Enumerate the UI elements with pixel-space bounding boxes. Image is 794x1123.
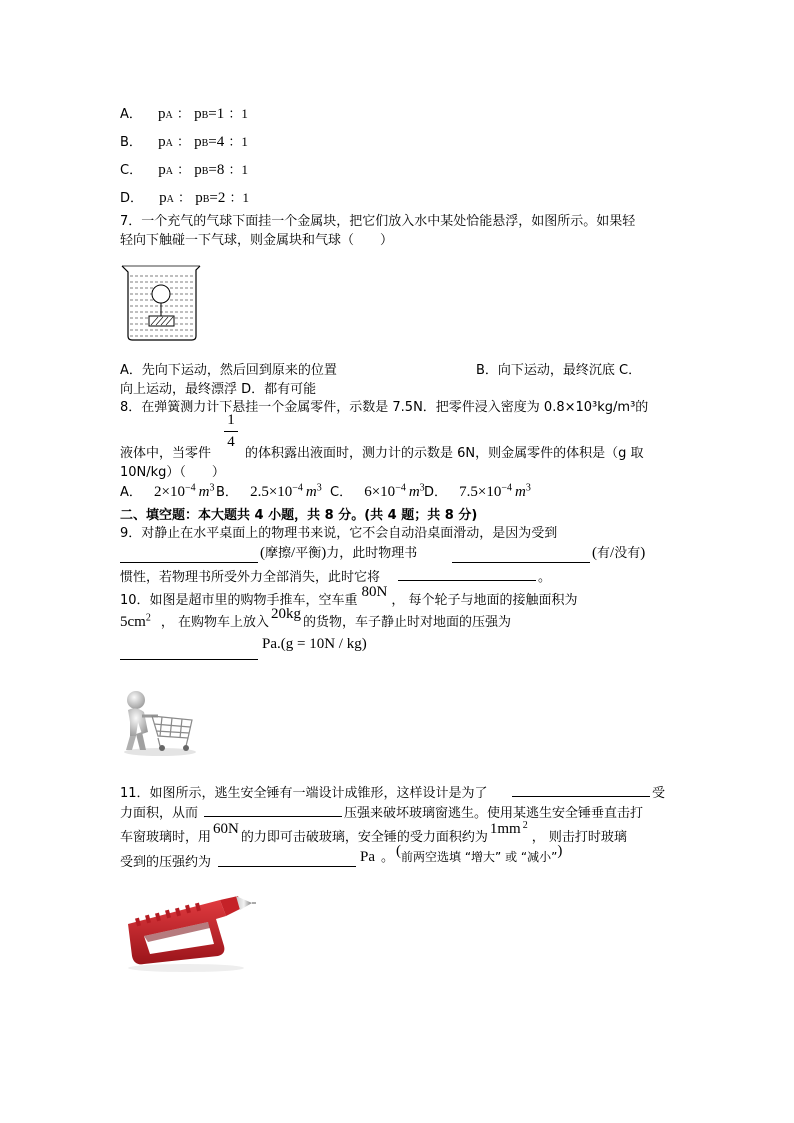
option-label: A． bbox=[120, 485, 142, 500]
separator: ： bbox=[178, 191, 192, 206]
subscript: A bbox=[165, 138, 173, 149]
fraction bbox=[224, 412, 238, 451]
subscript: A bbox=[165, 166, 173, 177]
safety-hammer-figure bbox=[120, 886, 256, 974]
unit: m bbox=[198, 484, 210, 500]
shopping-cart-figure bbox=[118, 686, 202, 758]
exponent: 2 bbox=[145, 612, 151, 624]
paren: ( bbox=[260, 545, 265, 561]
q11-text: 车窗玻璃时，用 bbox=[120, 830, 212, 845]
q8-option-b bbox=[216, 481, 322, 501]
fill-note: 前两空选填 “增大” 或 “减小” bbox=[401, 850, 558, 864]
separator: ： bbox=[176, 107, 190, 122]
q8-option-c bbox=[330, 481, 425, 501]
q11-line2a: 力面积，从而 bbox=[120, 806, 199, 821]
q10-text: 的货物，车子静止时对地面的压强为 bbox=[302, 615, 511, 630]
q8-line2a: 液体中，当零件 bbox=[120, 446, 212, 461]
symbol: p bbox=[194, 106, 202, 122]
unit: m bbox=[515, 484, 526, 500]
exponent: −4 bbox=[292, 482, 303, 494]
q9-blank-2[interactable] bbox=[452, 562, 590, 563]
paren: ) bbox=[557, 843, 563, 859]
q6-option-a bbox=[120, 103, 248, 123]
q7-option-b: B．向下运动，最终沉底 C． bbox=[476, 363, 642, 378]
value: 6×10 bbox=[364, 484, 396, 500]
q7-option-a: A．先向下运动，然后回到原来的位置 bbox=[120, 363, 337, 378]
q11-blank-1[interactable] bbox=[512, 796, 650, 797]
subscript: B bbox=[202, 194, 210, 205]
option-label: C． bbox=[120, 163, 143, 178]
symbol: p bbox=[158, 134, 166, 150]
ratio: ：1 bbox=[228, 134, 248, 149]
paren: ) bbox=[321, 545, 327, 561]
subscript: B bbox=[201, 110, 209, 121]
exponent: −4 bbox=[185, 482, 196, 494]
q9-line3b: 。 bbox=[538, 570, 552, 585]
q11-line1a: 11．如图所示，逃生安全锤有一端设计成锥形，这样设计是为了 bbox=[120, 786, 488, 801]
shopping-cart-person-icon bbox=[118, 686, 202, 758]
q11-line1b: 受 bbox=[652, 786, 666, 801]
q8-line3: 10N/kg）（ ） bbox=[120, 465, 225, 480]
q11-text: 的力即可击破玻璃，安全锤的受力面积约为 bbox=[240, 830, 488, 845]
unit-exponent: 3 bbox=[525, 482, 531, 494]
q11-blank-3[interactable] bbox=[218, 866, 356, 867]
symbol: p bbox=[158, 106, 166, 122]
q11-text: ， 则击打时玻璃 bbox=[531, 830, 627, 845]
exponent: 2 bbox=[522, 819, 528, 831]
q9-line1: 9．对静止在水平桌面上的物理书来说，它不会自动沿桌面滑动，是因为受到 bbox=[120, 526, 558, 541]
ratio: ：1 bbox=[228, 162, 249, 177]
value: 2.5×10 bbox=[250, 484, 293, 500]
area-value: 5cm bbox=[120, 614, 146, 630]
q9-mid-text: 力，此时物理书 bbox=[326, 546, 418, 561]
unit-exponent: 3 bbox=[419, 482, 425, 494]
ratio: ：1 bbox=[229, 190, 249, 205]
q9-line3a: 惯性，若物理书所受外力全部消失，此时它将 bbox=[120, 570, 381, 585]
equation: =1 bbox=[208, 106, 225, 122]
ratio: ：1 bbox=[228, 106, 248, 121]
symbol: p bbox=[195, 190, 203, 206]
q11-text: 。 bbox=[381, 850, 395, 865]
option-label: A． bbox=[120, 107, 142, 122]
q11-line4a: 受到的压强约为 bbox=[120, 855, 212, 870]
q9-blank-1[interactable] bbox=[120, 562, 258, 563]
weight-value: 80N bbox=[361, 584, 388, 600]
q8-line1: 8．在弹簧测力计下悬挂一个金属零件，示数是 7.5N．把零件浸入密度为 0.8×10³kg/m³的 bbox=[120, 400, 649, 415]
fraction-denominator: 4 bbox=[227, 434, 235, 450]
symbol: p bbox=[158, 162, 166, 178]
q9-blank-3[interactable] bbox=[398, 580, 536, 581]
symbol: p bbox=[159, 190, 167, 206]
subscript: A bbox=[166, 194, 174, 205]
unit-exponent: 3 bbox=[316, 482, 322, 494]
choice-text: 没有 bbox=[614, 546, 641, 561]
q11-line2b: 压强来破坏玻璃窗逃生。使用某逃生安全锤垂直击打 bbox=[344, 806, 644, 821]
unit: m bbox=[305, 484, 317, 500]
q8-line2b: 的体积露出液面时，测力计的示数是 6N，则金属零件的体积是（g 取 bbox=[245, 446, 644, 461]
beaker-figure bbox=[118, 262, 204, 342]
q7-line2: 轻向下触碰一下气球，则金属块和气球（ ） bbox=[120, 233, 394, 248]
value: 2×10 bbox=[154, 484, 186, 500]
exponent: −4 bbox=[501, 482, 513, 494]
option-label: D． bbox=[120, 191, 144, 206]
q10-text: ， 在购物车上放入 bbox=[160, 615, 269, 630]
paren: ) bbox=[640, 545, 646, 561]
q11-line3 bbox=[120, 819, 627, 846]
choice-text: 平衡 bbox=[295, 546, 322, 561]
beaker-balloon-icon bbox=[118, 262, 204, 342]
symbol: p bbox=[194, 162, 202, 178]
slash: / bbox=[291, 545, 296, 561]
subscript: B bbox=[201, 166, 209, 177]
value: 7.5×10 bbox=[459, 484, 502, 500]
q6-option-d bbox=[120, 187, 249, 207]
unit: Pa bbox=[360, 849, 375, 865]
area-value: 1mm bbox=[489, 821, 521, 837]
equation: =8 bbox=[208, 162, 225, 178]
choice-text: 摩擦 bbox=[265, 546, 292, 561]
q10-unit bbox=[262, 636, 367, 653]
paren: ( bbox=[592, 545, 597, 561]
fraction-bar bbox=[224, 431, 238, 432]
fraction-numerator: 1 bbox=[227, 412, 235, 428]
separator: ： bbox=[177, 163, 191, 178]
force-value: 60N bbox=[213, 821, 239, 837]
unit: Pa. bbox=[262, 636, 281, 652]
q6-option-b bbox=[120, 131, 248, 151]
q8-option-a bbox=[120, 481, 215, 501]
subscript: B bbox=[201, 138, 209, 149]
option-label: D． bbox=[424, 485, 448, 500]
section-heading: 二、填空题：本大题共 4 小题，共 8 分。(共 4 题；共 8 分) bbox=[120, 508, 478, 523]
slash: / bbox=[610, 545, 615, 561]
paren: ( bbox=[396, 843, 402, 859]
equation: =2 bbox=[209, 190, 226, 206]
q11-blank-2[interactable] bbox=[204, 816, 342, 817]
q10-line2 bbox=[120, 606, 511, 631]
choice-text: 有 bbox=[597, 546, 611, 561]
q6-option-c bbox=[120, 159, 248, 179]
separator: ： bbox=[176, 135, 190, 150]
option-label: C． bbox=[330, 485, 353, 500]
q8-option-d bbox=[424, 481, 531, 501]
q7-line1: 7．一个充气的气球下面挂一个金属块，把它们放入水中某处恰能悬浮，如图所示。如果轻 bbox=[120, 214, 636, 229]
q7-line4: 向上运动，最终漂浮 D．都有可能 bbox=[120, 382, 317, 397]
equation: =4 bbox=[208, 134, 225, 150]
unit-exponent: 3 bbox=[209, 482, 215, 494]
q10-text: ， 每个轮子与地面的接触面积为 bbox=[391, 593, 578, 608]
unit: m bbox=[408, 484, 420, 500]
exponent: −4 bbox=[395, 482, 406, 494]
q10-blank[interactable] bbox=[120, 659, 258, 660]
q9-line2 bbox=[260, 542, 417, 562]
symbol: p bbox=[194, 134, 202, 150]
q11-line4b bbox=[360, 843, 563, 866]
q10-line1 bbox=[120, 584, 578, 609]
option-label: B． bbox=[120, 135, 142, 150]
g-note: (g = 10N / kg) bbox=[280, 636, 367, 652]
q9-choice-2 bbox=[592, 542, 645, 562]
option-label: B． bbox=[216, 485, 238, 500]
safety-hammer-icon bbox=[120, 886, 256, 974]
q10-text: 10．如图是超市里的购物手推车，空车重 bbox=[120, 593, 358, 608]
subscript: A bbox=[165, 110, 173, 121]
mass-value: 20kg bbox=[270, 606, 301, 622]
